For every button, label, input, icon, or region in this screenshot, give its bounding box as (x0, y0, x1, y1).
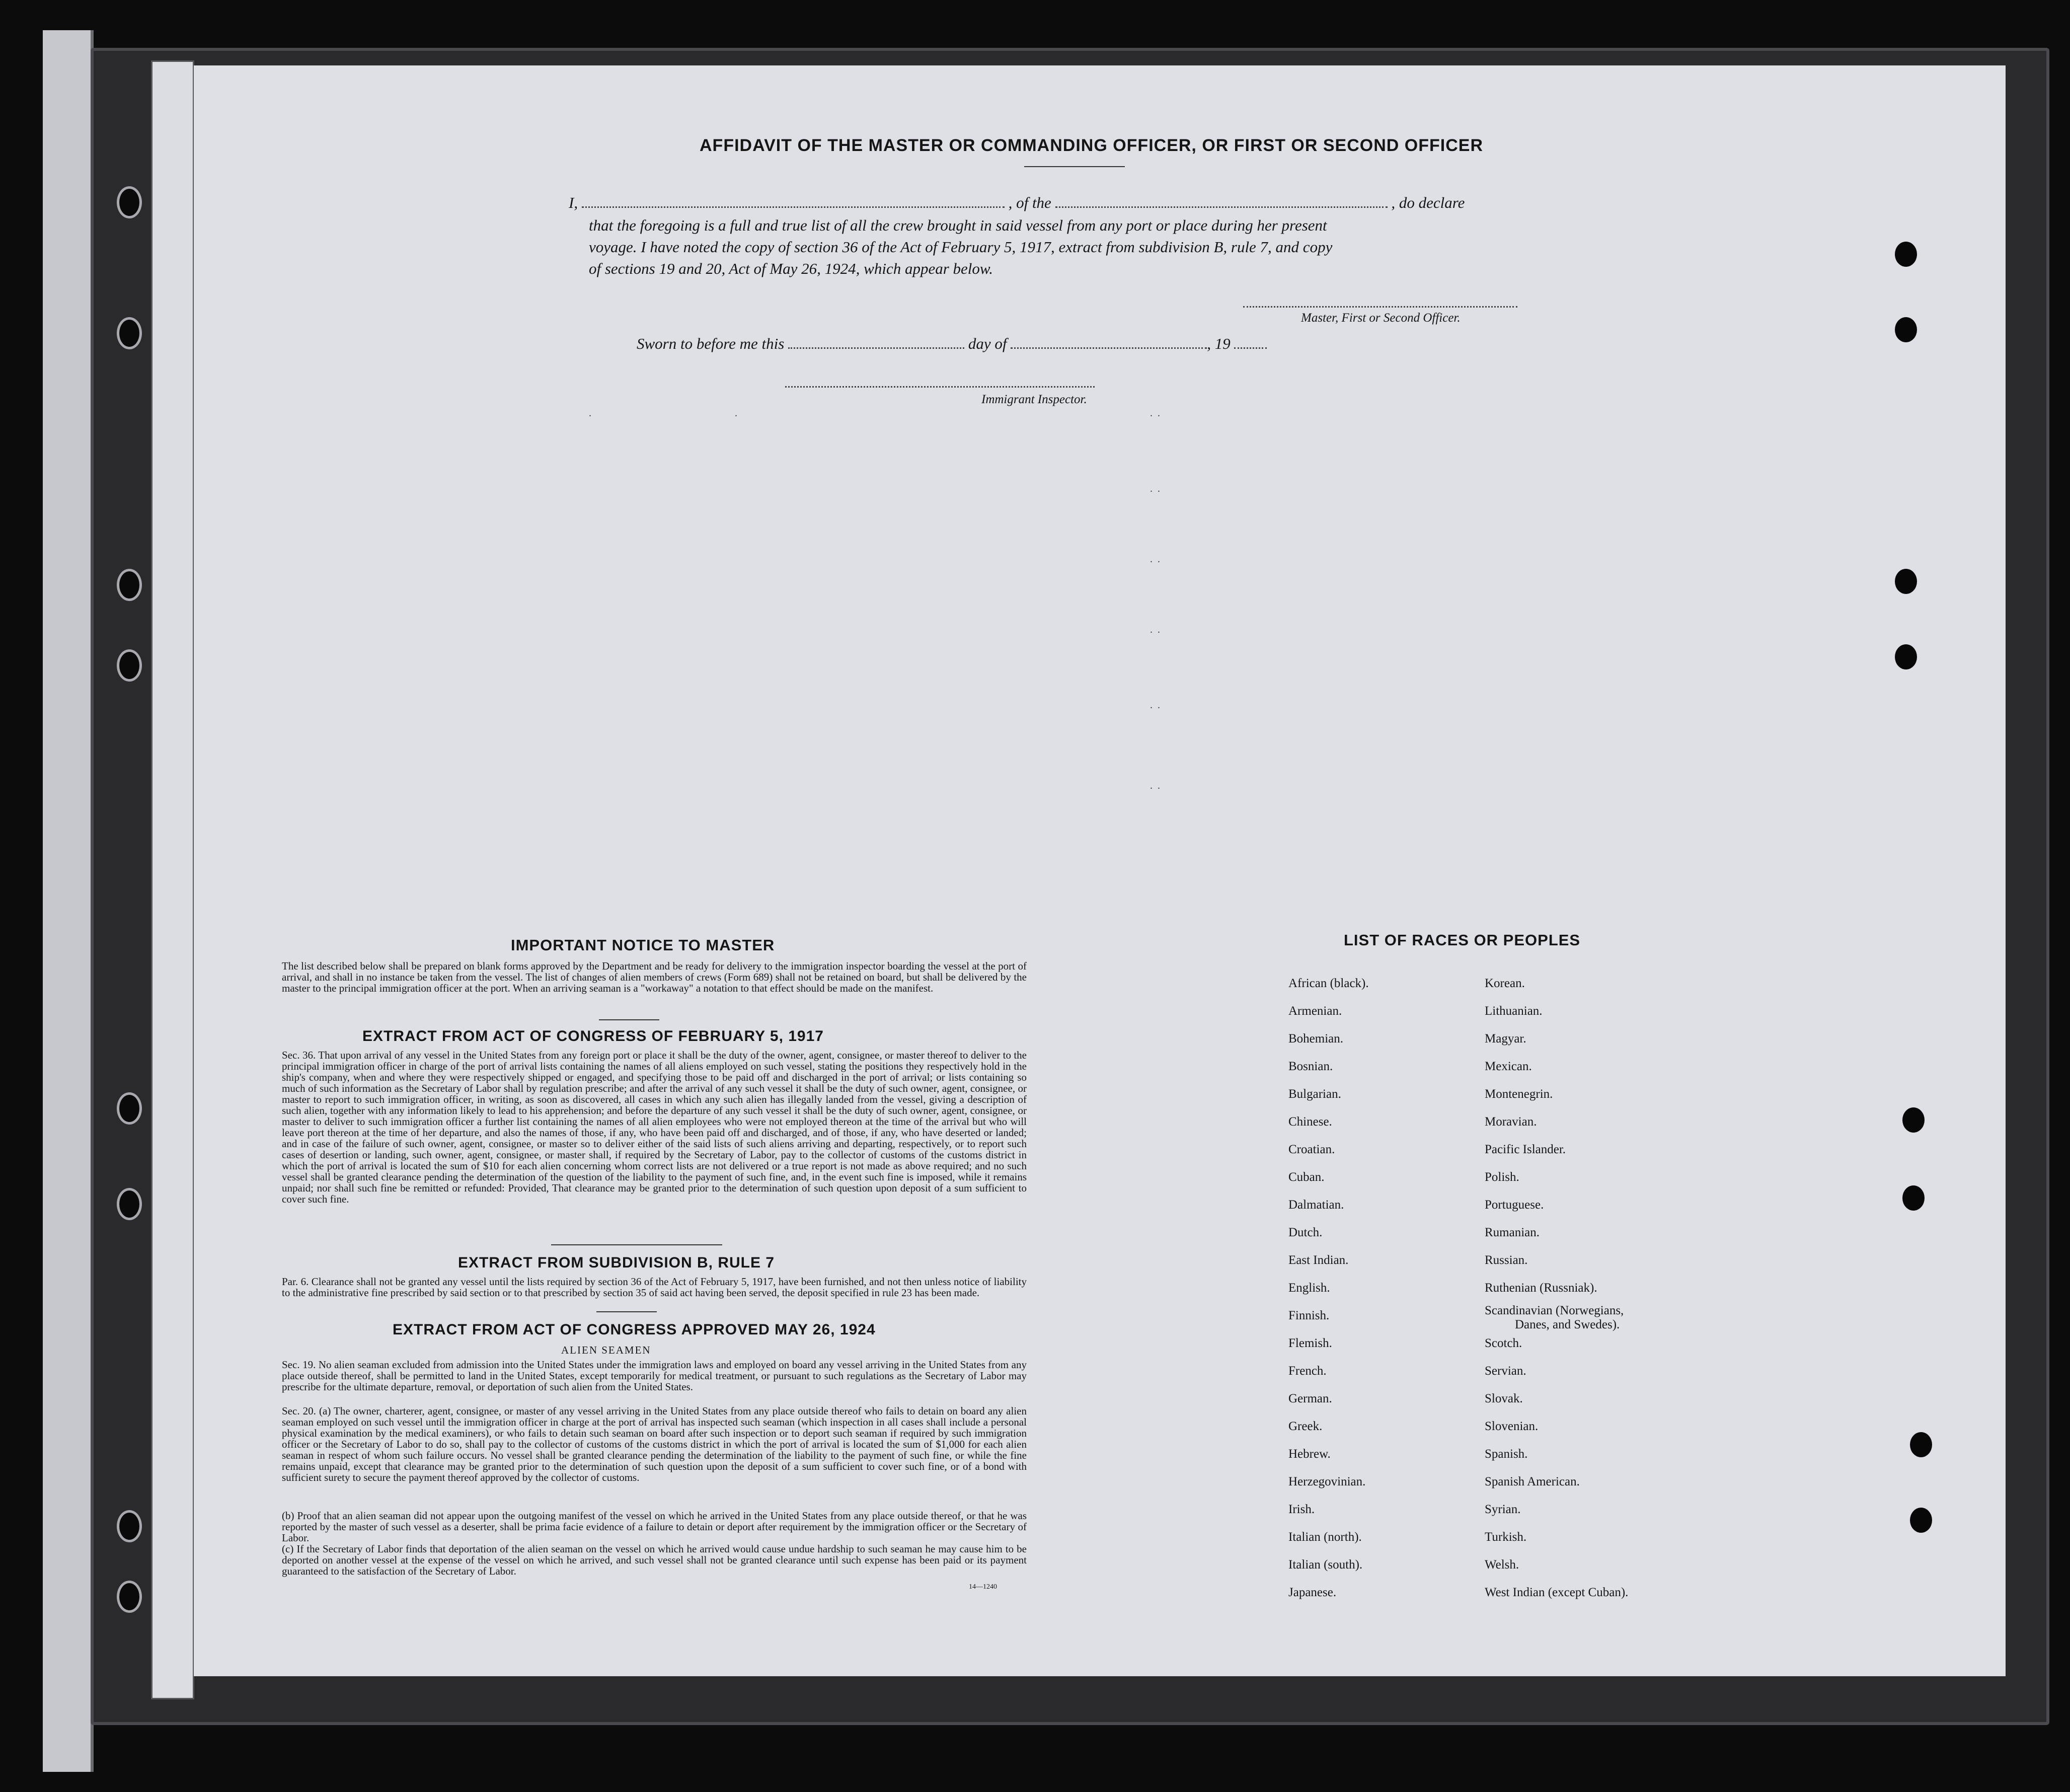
affidavit-line-2: that the foregoing is a full and true list of all the crew brought in said vessel from any port or place during her present (589, 216, 1327, 234)
race-item: Magyar. (1485, 1032, 1526, 1046)
affidavit-line1-start: I, (569, 194, 578, 211)
binder-ring-icon (117, 317, 142, 349)
act1924-sec20c: (c) If the Secretary of Labor finds that deportation of the alien seaman on the vessel on which he arrived would cause undue hardship to such seaman he may cause him to be deported on another vessel at the expense of the vessel on which he arrived, and such vessel shall not be granted clearance until such expense has been paid or its payment guaranteed to the satisfaction of the Secretary of Labor. (282, 1543, 1027, 1577)
race-item: Montenegrin. (1485, 1087, 1553, 1101)
race-item: Greek. (1288, 1420, 1323, 1433)
act1924-subtitle: ALIEN SEAMEN (561, 1344, 651, 1356)
sworn-line (637, 335, 1543, 353)
race-item: Welsh. (1485, 1558, 1519, 1572)
race-item: Bosnian. (1288, 1060, 1333, 1073)
race-item: Slovenian. (1485, 1420, 1539, 1433)
sworn-year-field[interactable] (1234, 347, 1267, 349)
punch-hole-icon (1902, 1107, 1925, 1133)
notice-divider (599, 1019, 659, 1020)
race-item: Pacific Islander. (1485, 1143, 1566, 1156)
race-item: Spanish American. (1485, 1475, 1580, 1488)
act1924-sec19: Sec. 19. No alien seaman excluded from admission into the United States under the immigration laws and employed on board any vessel arriving in the United States from any place outside thereof, shall be permitted to land in the United States, except temporarily for medical treatment, or pursuant to such regulations as the Secretary of Labor may prescribe for the ultimate departure, removal, or deportation of such alien from the United States. (282, 1359, 1027, 1393)
binder-ring-icon (117, 1581, 142, 1613)
affidavit-line1-end: , do declare (1391, 194, 1465, 211)
title-divider (1024, 166, 1125, 167)
act1924-title: EXTRACT FROM ACT OF CONGRESS APPROVED MAY 26, 1924 (393, 1321, 876, 1338)
race-item: Finnish. (1288, 1309, 1330, 1322)
faint-mark: . . (1150, 700, 1160, 711)
master-signature-line[interactable] (1243, 306, 1517, 309)
punch-hole-icon (1895, 569, 1917, 594)
race-item: Ruthenian (Russniak). (1485, 1281, 1597, 1295)
affidavit-line-1 (569, 194, 1767, 212)
race-item: Bohemian. (1288, 1032, 1344, 1046)
affidavit-line-3: voyage. I have noted the copy of section 36 of the Act of February 5, 1917, extract from subdivision B, rule 7, and copy (589, 238, 1333, 256)
affidavit-line1-mid: , of the (1008, 194, 1051, 211)
race-item: Scotch. (1485, 1336, 1522, 1350)
race-item: West Indian (except Cuban). (1485, 1586, 1629, 1599)
race-item: Lithuanian. (1485, 1004, 1543, 1018)
binder-ring-icon (117, 1510, 142, 1542)
form-number: 14—1240 (969, 1583, 997, 1591)
faint-mark: . . (1150, 483, 1160, 494)
affidavit-line-4: of sections 19 and 20, Act of May 26, 1924, which appear below. (589, 260, 993, 277)
affidavit-title: AFFIDAVIT OF THE MASTER OR COMMANDING OFFICER, OR FIRST OR SECOND OFFICER (700, 136, 1483, 155)
faint-mark: . . (1150, 408, 1160, 419)
act1917-title: EXTRACT FROM ACT OF CONGRESS OF FEBRUARY 5, 1917 (362, 1028, 824, 1044)
race-item-continuation: Danes, and Swedes). (1515, 1318, 1620, 1331)
race-item: Irish. (1288, 1503, 1315, 1516)
binder-edge-strip (151, 60, 194, 1699)
races-title: LIST OF RACES OR PEOPLES (1344, 931, 1581, 949)
vessel-name-field[interactable] (1055, 206, 1388, 208)
faint-mark: . . (1150, 554, 1160, 565)
race-item: Flemish. (1288, 1336, 1332, 1350)
punch-hole-icon (1902, 1185, 1925, 1211)
act1917-divider (551, 1244, 722, 1245)
act1917-text: Sec. 36. That upon arrival of any vessel in the United States from any foreign port or place it shall be the duty of the owner, agent, consignee, or master thereof to deliver to the principal immigration officer in charge of the port of arrival lists containing the names of all aliens employed on such vessel, stating the positions they respectively hold in the ship's company, when and where they were respectively shipped or engaged, and specifying those to be paid off and discharged in the port of arrival; or lists containing so much of such information as the Secretary of Labor shall by regulation prescribe; and after the arrival of any such vessel it shall be the duty of such owner, agent, consignee, or master to report to such immigration officer, in writing, as soon as discovered, all cases in which any such alien has illegally landed from the vessel, giving a description of such alien, together with any information likely to lead to his apprehension; and before the departure of any such vessel it shall be the duty of such owner, agent, consignee, or master to deliver to such immigration officer a further list containing the names of all alien employees who were not employed thereon at the time of the arrival but who will leave port thereon at the time of her departure, and also the names of those, if any, who have been paid off and discharged, and of those, if any, who have deserted or landed; and in case of the failure of such owner, agent, consignee, or master so to deliver either of the said lists of such aliens arriving and departing, respectively, or to report such cases of desertion or landing, such owner, agent, consignee, or master shall, if required by the Secretary of Labor, pay to the collector of customs of the customs district in which the port of arrival is located the sum of $10 for each alien concerning whom correct lists are not delivered or a true report is not made as above required; and no such vessel shall be granted clearance pending the determination of the question of the liability to the payment of such fine, and, in the event such fine is imposed, while it remains unpaid; nor shall such fine be remitted or refunded: Provided, That clearance may be granted prior to the determination of such question upon deposit of a sum sufficient to cover such fine. (282, 1049, 1027, 1205)
rule7-text: Par. 6. Clearance shall not be granted any vessel until the lists required by section 36 of the Act of February 5, 1917, have been furnished, and not then unless notice of liability to the administrative fine prescribed by said section or to that prescribed by section 35 of said act having been served, the deposit specified in rule 23 has been made. (282, 1276, 1027, 1299)
rule7-title: EXTRACT FROM SUBDIVISION B, RULE 7 (458, 1254, 775, 1271)
punch-hole-icon (1910, 1432, 1932, 1457)
race-item: Mexican. (1485, 1060, 1532, 1073)
race-item: German. (1288, 1392, 1332, 1405)
punch-hole-icon (1895, 242, 1917, 267)
race-item: Spanish. (1485, 1447, 1528, 1461)
race-item: Portuguese. (1485, 1198, 1544, 1212)
binder-ring-icon (117, 1188, 142, 1220)
race-item: English. (1288, 1281, 1330, 1295)
race-item: Polish. (1485, 1170, 1519, 1184)
race-item: Scandinavian (Norwegians, (1485, 1304, 1624, 1317)
sworn-start: Sworn to before me this (637, 335, 785, 352)
punch-hole-icon (1895, 317, 1917, 342)
declarant-name-field[interactable] (582, 206, 1005, 208)
race-item: Croatian. (1288, 1143, 1335, 1156)
race-item: East Indian. (1288, 1253, 1349, 1267)
binder-ring-icon (117, 186, 142, 218)
faint-mark: . (589, 408, 591, 419)
binder-ring-icon (117, 1092, 142, 1125)
race-item: Dalmatian. (1288, 1198, 1344, 1212)
notice-text: The list described below shall be prepared on blank forms approved by the Department and be ready for delivery to the immigration inspector boarding the vessel at the port of arrival, and shall in no instance be taken from the vessel. The list of changes of alien members of crews (Form 689) shall not be retained on board, but shall be delivered by the master to the principal immigration officer at the port. When an arriving seaman is a "workaway" a notation to that effect should be made on the manifest. (282, 960, 1027, 994)
race-item: Chinese. (1288, 1115, 1332, 1129)
race-item: African (black). (1288, 977, 1369, 990)
race-item: Herzegovinian. (1288, 1475, 1366, 1488)
master-signature-label: Master, First or Second Officer. (1301, 311, 1461, 325)
form-page (194, 65, 2006, 1676)
race-item: Dutch. (1288, 1226, 1323, 1239)
race-item: Syrian. (1485, 1503, 1521, 1516)
act1924-sec20a: Sec. 20. (a) The owner, charterer, agent, consignee, or master of any vessel arriving in the United States from any place outside thereof who fails to detain on board any alien seaman employed on such vessel until the immigration officer in charge at the port of arrival has inspected such seaman (which inspection in all cases shall include a personal physical examination by the medical examiners), or who fails to detain such seaman on board after such inspection or to deport such seaman if required by such immigration officer or the Secretary of Labor to do so, shall pay to the collector of customs of the customs district in which the port of arrival is located the sum of $1,000 for each alien seaman in respect of whom such failure occurs. No vessel shall be granted clearance pending the determination of the liability to the payment of such fine, or while the fine remains unpaid, except that clearance may be granted prior to the determination of such question upon the deposit of a sum sufficient to cover such fine, or of a bond with sufficient surety to secure the payment thereof approved by the collector of customs. (282, 1405, 1027, 1483)
sworn-year-prefix: , 19 (1207, 335, 1231, 352)
race-item: Armenian. (1288, 1004, 1342, 1018)
faint-mark: . (735, 408, 737, 419)
faint-mark: . . (1150, 780, 1160, 791)
race-item: Rumanian. (1485, 1226, 1540, 1239)
race-item: Hebrew. (1288, 1447, 1331, 1461)
sworn-month-field[interactable] (1011, 347, 1207, 349)
race-item: Korean. (1485, 977, 1525, 990)
inspector-signature-line[interactable] (785, 386, 1095, 389)
race-item: Slovak. (1485, 1392, 1523, 1405)
faint-mark: . . (1150, 624, 1160, 635)
punch-hole-icon (1895, 644, 1917, 669)
race-item: Cuban. (1288, 1170, 1325, 1184)
sworn-day-field[interactable] (788, 347, 964, 349)
notice-title: IMPORTANT NOTICE TO MASTER (511, 936, 775, 954)
race-item: Bulgarian. (1288, 1087, 1341, 1101)
race-item: Japanese. (1288, 1586, 1337, 1599)
race-item: Russian. (1485, 1253, 1528, 1267)
binder-ring-icon (117, 569, 142, 601)
race-item: Italian (south). (1288, 1558, 1363, 1572)
race-item: Moravian. (1485, 1115, 1537, 1129)
rule7-divider (596, 1311, 657, 1312)
race-item: Servian. (1485, 1364, 1526, 1378)
punch-hole-icon (1910, 1508, 1932, 1533)
binder-ring-icon (117, 649, 142, 682)
binder-spine (43, 30, 94, 1772)
sworn-mid: day of (968, 335, 1007, 352)
race-item: Italian (north). (1288, 1530, 1362, 1544)
inspector-label: Immigrant Inspector. (981, 393, 1087, 406)
race-item: French. (1288, 1364, 1327, 1378)
act1924-sec20b: (b) Proof that an alien seaman did not appear upon the outgoing manifest of the vessel on which he arrived in the United States from any place outside thereof, or that he was reported by the master of such vessel as a deserter, shall be prima facie evidence of a failure to detain or deport after requirement by the immigration officer or the Secretary of Labor. (282, 1510, 1027, 1544)
race-item: Turkish. (1485, 1530, 1527, 1544)
